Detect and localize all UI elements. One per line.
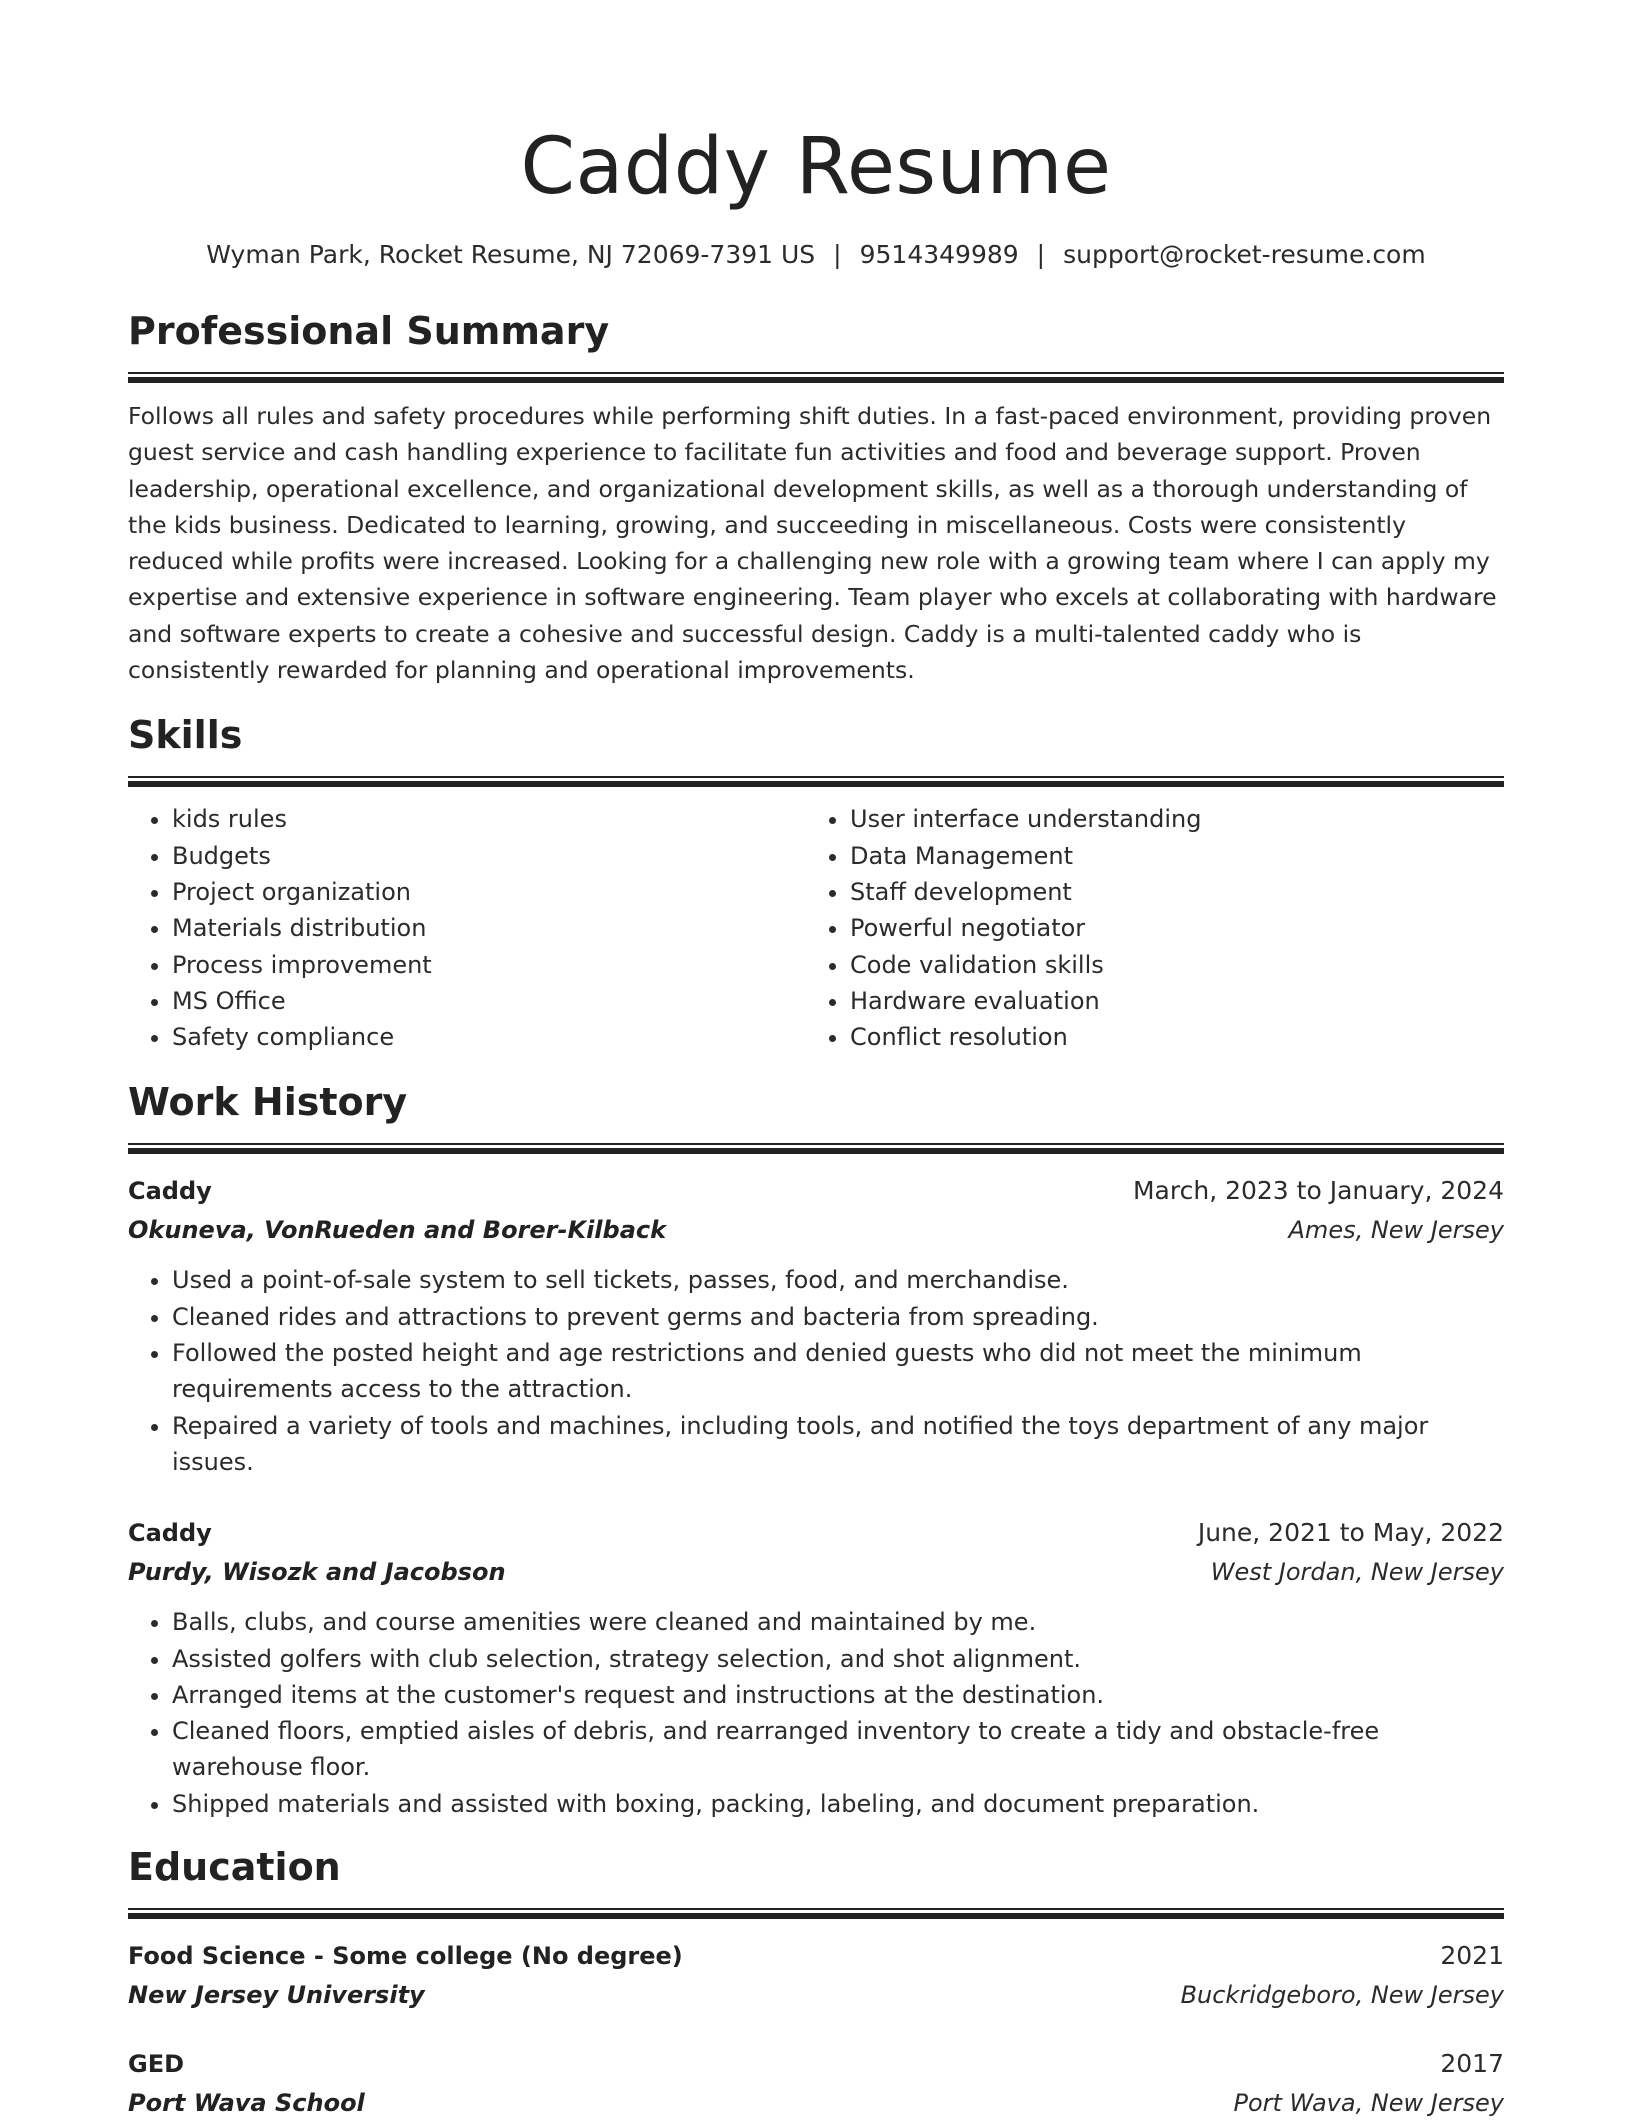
job-company: Okuneva, VonRueden and Borer-Kilback bbox=[128, 1216, 667, 1245]
job-header-row bbox=[128, 1172, 1504, 1210]
skill-item: • Powerful negotiator bbox=[850, 910, 1504, 946]
skills-columns bbox=[128, 801, 1504, 1055]
skills-section bbox=[128, 710, 1504, 1055]
skill-item: • MS Office bbox=[172, 983, 806, 1019]
job-bullet: • Followed the posted height and age restrictions and denied guests who did not meet the minimum requirements access to the attraction. bbox=[172, 1335, 1504, 1408]
summary-heading: Professional Summary bbox=[128, 309, 610, 353]
education-header-row bbox=[128, 2045, 1504, 2083]
education-year: 2017 bbox=[1440, 2049, 1504, 2079]
education-heading: Education bbox=[128, 1845, 341, 1890]
job-title: Caddy bbox=[128, 1519, 212, 1548]
skill-item: • kids rules bbox=[172, 801, 806, 837]
job-header-row bbox=[128, 1514, 1504, 1552]
education-school: Port Wava School bbox=[128, 2089, 365, 2118]
job-company: Purdy, Wisozk and Jacobson bbox=[128, 1558, 506, 1587]
contact-phone: 9514349989 bbox=[859, 240, 1019, 269]
education-location: Buckridgeboro, New Jersey bbox=[1180, 1981, 1504, 2010]
education-section bbox=[128, 1842, 1504, 2123]
skill-item: • Hardware evaluation bbox=[850, 983, 1504, 1019]
education-school: New Jersey University bbox=[128, 1981, 425, 2010]
job-dates: June, 2021 to May, 2022 bbox=[1197, 1518, 1504, 1548]
section-divider bbox=[128, 372, 1504, 383]
section-divider bbox=[128, 1908, 1504, 1919]
summary-section bbox=[128, 306, 1504, 688]
contact-address: Wyman Park, Rocket Resume, NJ 72069-7391 US bbox=[206, 240, 816, 269]
job-bullet: • Cleaned rides and attractions to prevent germs and bacteria from spreading. bbox=[172, 1299, 1504, 1335]
skill-item: • Materials distribution bbox=[172, 910, 806, 946]
education-location: Port Wava, New Jersey bbox=[1233, 2089, 1504, 2118]
contact-separator: | bbox=[1036, 240, 1046, 269]
education-year: 2021 bbox=[1440, 1941, 1504, 1971]
skill-item: • Process improvement bbox=[172, 947, 806, 983]
skill-item: • Project organization bbox=[172, 874, 806, 910]
work-history-section bbox=[128, 1077, 1504, 1822]
section-divider bbox=[128, 776, 1504, 787]
skill-item: • Budgets bbox=[172, 838, 806, 874]
skills-list-left bbox=[128, 801, 806, 1055]
job-bullet: • Repaired a variety of tools and machines, including tools, and notified the toys department of any major issues. bbox=[172, 1408, 1504, 1481]
work-history-heading: Work History bbox=[128, 1080, 408, 1125]
section-divider bbox=[128, 1143, 1504, 1154]
skill-item: • Staff development bbox=[850, 874, 1504, 910]
skill-item: • Safety compliance bbox=[172, 1019, 806, 1055]
job-bullet: • Cleaned floors, emptied aisles of debris, and rearranged inventory to create a tidy and obstacle-free warehouse floor. bbox=[172, 1713, 1504, 1786]
job-company-row bbox=[128, 1210, 1504, 1250]
job-dates: March, 2023 to January, 2024 bbox=[1132, 1176, 1504, 1206]
skill-item: • Conflict resolution bbox=[850, 1019, 1504, 1055]
job-company-row bbox=[128, 1552, 1504, 1592]
contact-separator: | bbox=[833, 240, 842, 269]
job-bullets bbox=[128, 1262, 1504, 1480]
skills-heading: Skills bbox=[128, 713, 243, 758]
job-title: Caddy bbox=[128, 1177, 212, 1206]
education-school-row bbox=[128, 2083, 1504, 2123]
education-school-row bbox=[128, 1975, 1504, 2015]
skill-item: • User interface understanding bbox=[850, 801, 1504, 837]
contact-email: support@rocket-resume.com bbox=[1063, 240, 1426, 269]
job-bullets bbox=[128, 1604, 1504, 1822]
education-entry bbox=[128, 2045, 1504, 2123]
resume-name: Caddy Resume bbox=[520, 122, 1112, 212]
skills-list-right bbox=[806, 801, 1504, 1055]
job-bullet: • Assisted golfers with club selection, strategy selection, and shot alignment. bbox=[172, 1641, 1504, 1677]
job-bullet: • Arranged items at the customer's request and instructions at the destination. bbox=[172, 1677, 1504, 1713]
education-header-row bbox=[128, 1937, 1504, 1975]
job-entry bbox=[128, 1514, 1504, 1822]
education-entry bbox=[128, 1937, 1504, 2015]
education-degree: GED bbox=[128, 2050, 185, 2079]
job-bullet: • Shipped materials and assisted with boxing, packing, labeling, and document preparation. bbox=[172, 1786, 1504, 1822]
job-entry bbox=[128, 1172, 1504, 1480]
job-location: West Jordan, New Jersey bbox=[1210, 1558, 1504, 1587]
job-location: Ames, New Jersey bbox=[1288, 1216, 1504, 1245]
summary-text: Follows all rules and safety procedures while performing shift duties. In a fast-paced environment, providing proven guest service and cash handling experience to facilitate fun activities and food and beverage support. Proven leadership, operational excellence, and organizational development skills, as well as a thorough understanding of the kids business. Dedicated to learning, growing, and succeeding in miscellaneous. Costs were consistently reduced while profits were increased. Looking for a challenging new role with a growing team where I can apply my expertise and extensive experience in software engineering. Team player who excels at collaborating with hardware and software experts to create a cohesive and successful design. Caddy is a multi-talented caddy who is consistently rewarded for planning and operational improvements. bbox=[128, 402, 1497, 685]
job-bullet: • Balls, clubs, and course amenities were cleaned and maintained by me. bbox=[172, 1604, 1504, 1640]
education-degree: Food Science - Some college (No degree) bbox=[128, 1942, 683, 1971]
skill-item: • Data Management bbox=[850, 838, 1504, 874]
contact-line bbox=[128, 238, 1504, 272]
job-bullet: • Used a point-of-sale system to sell tickets, passes, food, and merchandise. bbox=[172, 1262, 1504, 1298]
skill-item: • Code validation skills bbox=[850, 947, 1504, 983]
